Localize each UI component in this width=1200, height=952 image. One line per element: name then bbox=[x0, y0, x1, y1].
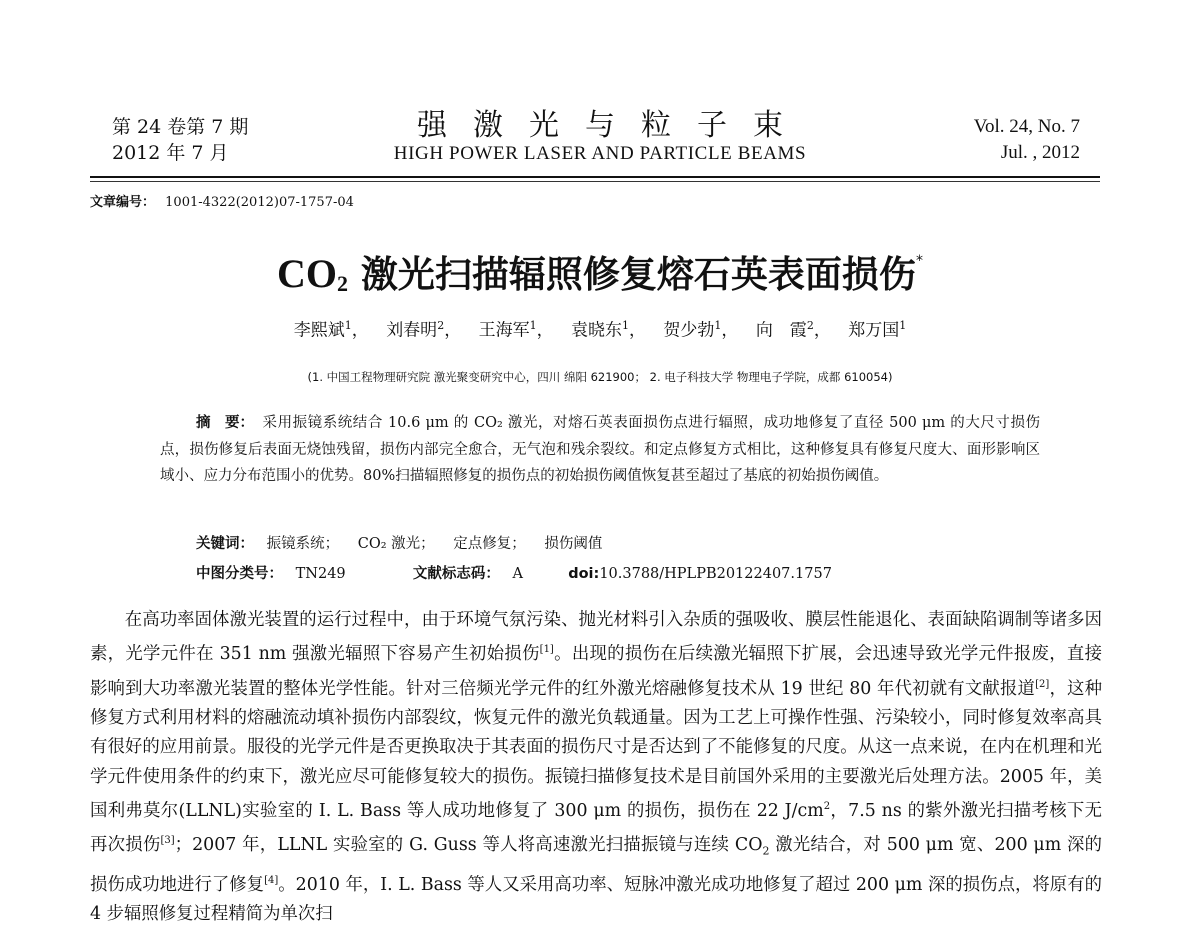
author-affiliation-mark: 1 bbox=[622, 319, 629, 332]
doi-value[interactable]: 10.3788/HPLPB20122407.1757 bbox=[599, 566, 832, 582]
journal-name bbox=[300, 108, 900, 166]
author-list bbox=[0, 313, 1200, 344]
header-rule-thin bbox=[90, 181, 1100, 182]
body-text-run: 。出现的损伤在后续激光辐照下扩展，会迅速导致光学元件报废，直接影响到大功率激光装置的整体光学性能。针对三倍频光学元件的红外激光熔融修复技术从 19 世纪 80 年代初就有文献报道 bbox=[90, 644, 1102, 699]
title-footnote-mark: * bbox=[915, 253, 923, 269]
citation-ref[interactable]: [3] bbox=[160, 835, 175, 847]
body-text-run: 激光结合，对 500 μm 宽、200 μm 深的损伤成功地进行了修复 bbox=[90, 835, 1102, 895]
body-text-run: 。2010 年，I. L. Bass 等人又采用高功率、短脉冲激光成功地修复了超过 200 μm 深的损伤点，将原有的 4 步辐照修复过程精简为单次扫 bbox=[90, 874, 1102, 925]
journal-name-cn: 强激光与粒子束 bbox=[417, 108, 809, 143]
running-header-right bbox=[974, 114, 1080, 166]
superscript: 2 bbox=[823, 801, 831, 813]
author-name: 向 霞 bbox=[755, 320, 807, 341]
journal-name-en: HIGH POWER LASER AND PARTICLE BEAMS bbox=[393, 143, 807, 164]
doi-label: doi: bbox=[568, 566, 600, 582]
citation-ref[interactable]: [2] bbox=[1035, 678, 1050, 690]
body-text-run: ，这种修复方式利用材料的熔融流动填补损伤内部裂纹，恢复元件的激光负载通量。因为工艺上可操作性强、污染较小，同时修复效率高具有很好的应用前景。服役的光学元件是否更换取决于其表面的损伤尺寸是否达到了不能修复的尺度。从这一点来说，在内在机理和光学元件使用条件的约束下，激光应尽可能修复较大的损伤。振镜扫描修复技术是目前国外采用的主要激光后处理方法。2005 年，美国利弗莫尔(LLNL)实验室的 I. L. Bass 等人成功地修复了 300 μm 的损伤，损伤在 22 J/cm bbox=[90, 678, 1102, 821]
title-text: 激光扫描辐照修复熔石英表面损伤 bbox=[348, 253, 916, 296]
article-number bbox=[90, 194, 354, 212]
body-text-run: ，7.5 ns 的紫外激光扫描考核下无再次损伤 bbox=[90, 800, 1102, 856]
header-rule-thick bbox=[90, 176, 1100, 178]
body-paragraph bbox=[90, 606, 1102, 930]
doc-code-label: 文献标志码： bbox=[412, 566, 500, 582]
subscript: 2 bbox=[762, 844, 770, 858]
article-number-label: 文章编号： bbox=[90, 195, 156, 210]
title-prefix: CO bbox=[277, 251, 338, 296]
volume-issue-cn: 第 24 卷第 7 期 bbox=[112, 116, 249, 138]
body-text bbox=[90, 606, 1102, 930]
clc-value: TN249 bbox=[295, 566, 346, 582]
author: 向 霞$^2$， bbox=[755, 319, 831, 341]
date-cn: 2012 年 7 月 bbox=[112, 142, 229, 164]
author-name: 郑万国 bbox=[848, 320, 900, 341]
citation-ref[interactable]: [4] bbox=[264, 874, 279, 886]
author: 李熙斌$^1$， bbox=[293, 319, 369, 341]
title-subscript: 2 bbox=[337, 271, 349, 296]
running-header-left bbox=[112, 114, 248, 166]
paper-title bbox=[0, 236, 1200, 309]
author-affiliation-mark: 1 bbox=[714, 319, 722, 332]
author-affiliation-mark: 2 bbox=[437, 319, 445, 332]
author-name: 王海军 bbox=[478, 320, 530, 341]
article-number-value: 1001-4322(2012)07-1757-04 bbox=[165, 195, 354, 210]
classification-line bbox=[196, 561, 832, 587]
citation-ref[interactable]: [1] bbox=[539, 644, 554, 656]
keyword: CO₂ 激光； bbox=[357, 536, 435, 552]
keywords-label: 关键词： bbox=[196, 536, 254, 552]
author: 刘春明$^2$， bbox=[386, 319, 462, 341]
author-name: 李熙斌 bbox=[293, 320, 345, 341]
abstract bbox=[160, 410, 1040, 490]
title-co2 bbox=[277, 251, 348, 296]
author: 袁晓东$^1$， bbox=[571, 319, 646, 341]
author-name: 刘春明 bbox=[386, 320, 438, 341]
author: 王海军$^1$， bbox=[478, 319, 554, 341]
clc-label: 中图分类号： bbox=[196, 566, 283, 582]
author-affiliation-mark: 2 bbox=[806, 319, 814, 332]
abstract-text: 采用振镜系统结合 10.6 μm 的 CO₂ 激光，对熔石英表面损伤点进行辐照，成功地修复了直径 500 μm 的大尺寸损伤点，损伤修复后表面无烧蚀残留，损伤内部完全愈合，无气泡和残余裂纹。和定点修复方式相比，这种修复具有修复尺度大、面形影响区域小、应力分布范围小的优势。80%扫描辐照修复的损伤点的初始损伤阈值恢复甚至超过了基底的初始损伤阈值。 bbox=[160, 415, 1040, 484]
author-affiliation-mark: 1 bbox=[529, 319, 537, 332]
keyword: 振镜系统； bbox=[266, 536, 340, 552]
abstract-label: 摘 要： bbox=[196, 415, 254, 431]
volume-issue-en: Vol. 24, No. 7 bbox=[973, 116, 1080, 137]
date-en: Jul. , 2012 bbox=[1000, 142, 1080, 163]
author-name: 袁晓东 bbox=[571, 320, 622, 341]
keyword: 定点修复； bbox=[453, 536, 526, 552]
keywords bbox=[196, 531, 602, 557]
body-text-run: 在高功率固体激光装置的运行过程中，由于环境气氛污染、抛光材料引入杂质的强吸收、膜层性能退化、表面缺陷调制等诸多因素，光学元件在 351 nm 强激光辐照下容易产生初始损伤 bbox=[90, 610, 1102, 665]
affiliations: (1. 中国工程物理研究院 激光聚变研究中心，四川 绵阳 621900； 2. 电子科技大学 物理电子学院，成都 610054) bbox=[307, 370, 893, 384]
author-affiliation-mark: 1 bbox=[899, 319, 907, 332]
author-name: 贺少勃 bbox=[663, 320, 715, 341]
author bbox=[848, 313, 906, 344]
doc-code-value: A bbox=[512, 566, 523, 582]
keyword: 损伤阈值 bbox=[544, 536, 603, 552]
body-text-run: ；2007 年，LLNL 实验室的 G. Guss 等人将高速激光扫描振镜与连续 CO bbox=[174, 835, 763, 856]
author: 贺少勃$^1$， bbox=[663, 319, 739, 341]
author-affiliation-mark: 1 bbox=[344, 319, 352, 332]
